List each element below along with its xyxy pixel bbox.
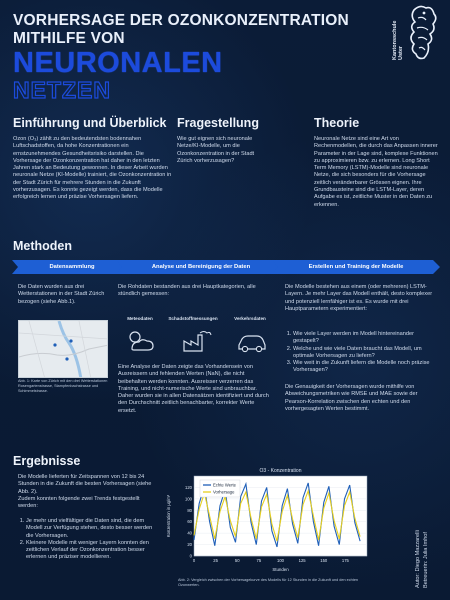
methods-col1-text: Die Daten wurden aus drei Wetterstationen in der Stadt Zürich bezogen (siehe Abb.1). [18,284,105,305]
list-item: 2. Welche und wie viele Daten braucht das Modell, um optimale Vorhersagen zu liefern? [293,346,437,361]
map-caption: Abb. 1: Karte von Zürich mit den drei Wetterstationen Rosengartenstrasse, Stampfenbachstrasse und Schimmelstrasse. [18,379,108,393]
step-label: Analyse und Bereinigung der Daten [151,264,251,270]
y-tick-label: 20 [187,542,192,548]
ozone-chart-svg [160,464,375,576]
logo-text: Kantonsschule Uster [392,20,404,60]
title-line1: VORHERSAGE DER OZONKONZENTRATION [13,12,349,29]
y-tick-label: 80 [187,507,192,513]
title-line2: MITHILFE VON [13,30,125,47]
weather-icon [126,329,156,353]
list-item: 1. Je mehr und vielfältiger die Daten sind, die dem Modell zur Verfügung stehen, desto besser werden die Vorhersagen. [26,518,158,540]
question-heading: Fragestellung [177,116,259,130]
theory-text: Neuronale Netze sind eine Art von Rechenmodellen, die durch das Anpassen innerer Parameter in der Lage sind, komplexe Funktionen zu approximieren bzw. zu erlernen. Long Short Term Memory (LSTM)-Modelle sind neuronale Netze, die sich besonders für die Vorhersage zeitlich veränderbarer Grössen eignen. Ihre Grundbausteine sind die LSTM-Layer, deren Aufgabe es ist, zeitliche Muster in den Daten zu erkennen. [314,136,438,208]
x-tick-label: 175 [341,558,349,563]
intro-heading: Einführung und Überblick [13,116,167,130]
icon-label-traffic: Verkehrsdaten [234,316,266,321]
lion-crest-icon [406,4,440,62]
y-axis-label: Konzentration in µg/m³ [166,494,171,538]
chart-title: O3 - Konzentration [259,468,302,474]
results-text2: Zudem konnten folgende zwei Trends festgestellt werden: [18,496,140,510]
author-credits [414,470,438,588]
y-tick-label: 40 [187,530,192,536]
y-tick-label: 0 [189,553,192,559]
x-tick-label: 150 [320,558,328,563]
y-tick-label: 100 [185,496,192,502]
list-item: 2. Kleinere Modelle mit weniger Layern konnten den zeitlichen Verlauf der Ozonkonzentration besser erlernen und präziser modellieren. [26,540,158,562]
step-analyse [116,260,286,274]
step-label: Erstellen und Training der Modelle [308,264,404,270]
methods-col2-text2: Eine Analyse der Daten zeigte das Vorhandensein von Ausreissern und fehlenden Werten (NaN), die nicht beibehalten werden konnten. Ausreisser verzerren das Training, und nicht-numerische Werte sind unbrauchbar. Daher wurden sie in allen Datensätzen identifiziert und durch den Durchschnitt zeitlich benachbarter, korrekter Werte ersetzt. [118,364,269,414]
step-training [272,260,440,274]
list-item: 1. Wie viele Layer werden im Modell hintereinander gestapelt? [293,331,437,346]
factory-smoke-icon [180,329,212,353]
school-logo [392,4,440,62]
results-heading: Ergebnisse [13,454,81,468]
methods-heading: Methoden [13,239,73,253]
methods-col3-text1: Die Modelle bestehen aus einem (oder mehreren) LSTM-Layern. Je mehr Layer das Modell enthält, desto komplexer und potenziell lernfähiger ist es. Es wurde mit drei Hauptparametern experimentiert: [285,284,433,312]
map-icon [19,321,108,378]
methods-col3-list [285,331,437,375]
author-name: Autor: Diego Mazzarelli [415,530,421,588]
list-item: 3. Wie weit in die Zukunft liefern die Modelle noch präzise Vorhersagen? [293,360,437,375]
x-tick-label: 25 [213,558,218,563]
methods-col2-text1: Die Rohdaten bestanden aus drei Hauptkategorien, alle stündlich gemessen: [118,284,256,298]
y-tick-label: 60 [187,519,192,525]
x-tick-label: 50 [234,558,240,563]
x-tick-label: 75 [256,558,262,563]
intro-text: Ozon (O₃) zählt zu den bedeutendsten bodennahen Luftschadstoffen, da hohe Konzentrationen ein ernstzunehmendes Gesundheitsrisiko darstellen. Die Vorhersage der Ozonkonzentration hat daher in den letzten Jahren stark an Bedeutung gewonnen. In dieser Arbeit wurden neuronale Netze (KI-Modelle) trainiert, die Ozonkonzentration in der Stadt Zürich für mehrere Stunden in die Zukunft vorherzusagen. Es konnte gezeigt werden, dass die Modelle erfolgreich lernen und präzise Vorhersagen liefern. [13,136,172,201]
car-icon [236,329,268,353]
x-axis-label: Stunden [272,567,289,572]
chart-caption: Abb. 2: Vergleich zwischen der Vorhersagekurve des Modells für 12 Stunden in die Zukunft und den echten Ozonwerten. [178,578,359,587]
y-tick-label: 120 [185,484,192,490]
results-text1: Die Modelle lieferten für Zeitspannen von 12 bis 24 Stunden in die Zukunft die besten Vorhersagen (siehe Abb. 2). [18,474,152,495]
theory-heading: Theorie [314,116,360,130]
title-line4: NETZEN [13,77,111,103]
x-tick-label: 0 [192,558,196,563]
zurich-map [18,320,108,378]
step-label: Datensammlung [49,264,95,270]
methods-col3-text2: Die Genauigkeit der Vorhersagen wurde mithilfe von Abweichungsmetriken wie RMSE und MAE sowie der Pearson-Korrelation zwischen den echten und den vorhergesagten Werten bestimmt. [285,384,418,412]
icon-label-pollutant: Schadstoffmessungen [168,316,218,321]
step-datensammlung [12,260,132,274]
legend-label: Echte Werte [213,482,236,488]
x-tick-label: 100 [277,558,284,563]
legend-label: Vorhersage [213,489,235,495]
supervisor-name: Betreuerin: Julia Imhof [423,532,429,588]
icon-label-meteo: Meteodaten [127,316,153,321]
question-text: Wie gut eignen sich neuronale Netze/KI-Modelle, um die Ozonkonzentration in der Stadt Zürich vorherzusagen? [177,136,255,164]
title-line3: NEURONALEN [13,47,223,79]
x-tick-label: 125 [298,558,306,563]
results-list [18,518,158,562]
ozone-chart [160,464,375,576]
